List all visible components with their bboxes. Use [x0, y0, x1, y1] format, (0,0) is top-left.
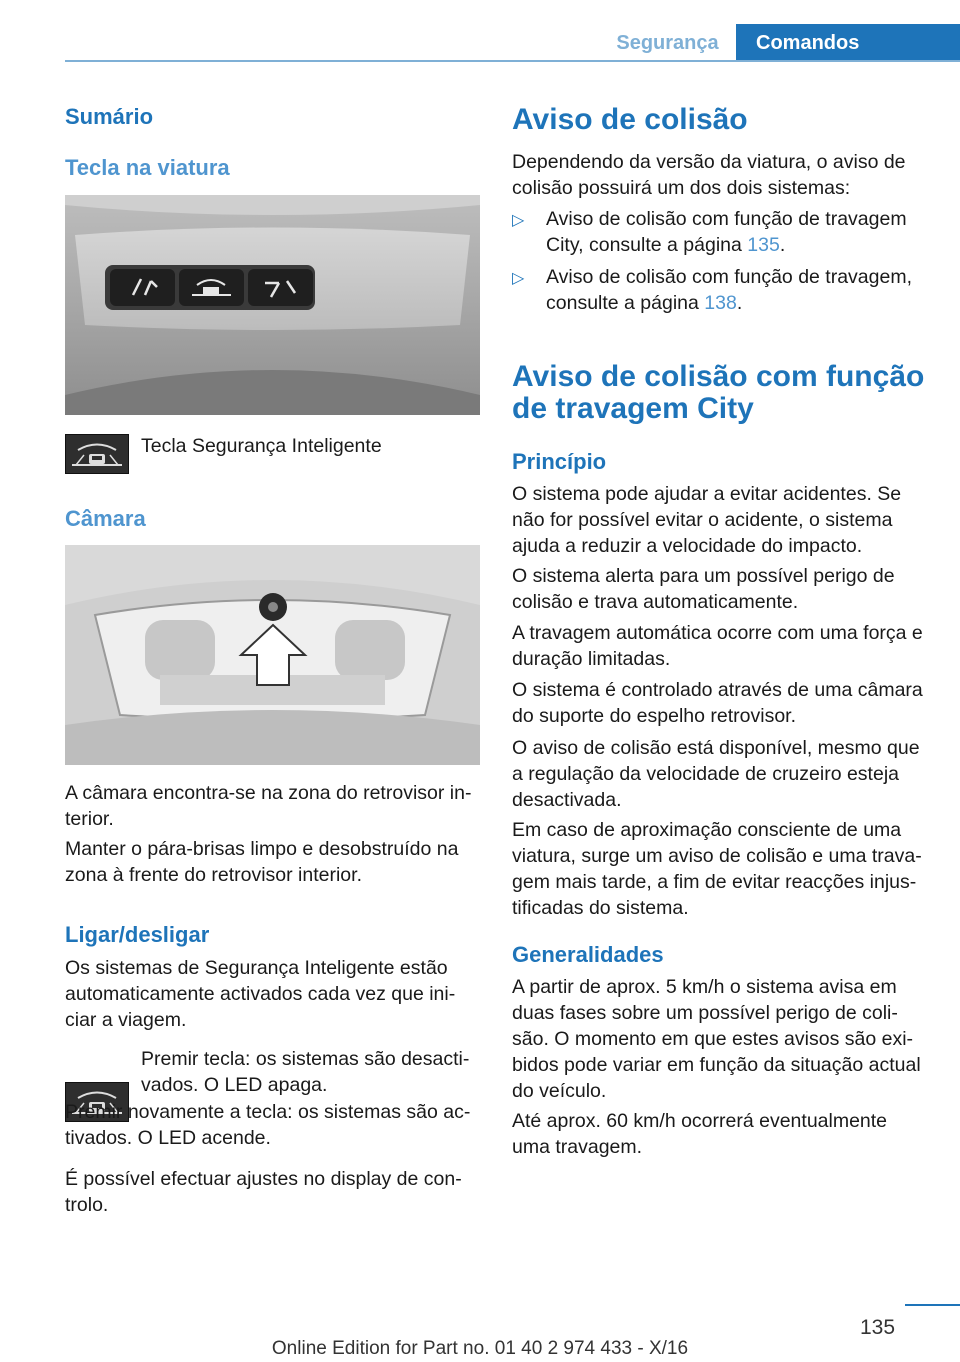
- bullet-2-end: .: [736, 292, 743, 314]
- principio-paragraph-1: O sistema pode ajudar a evitar acidentes. Se não for possível evitar o acidente, o sistema ajuda a reduzir a velocidade do impacto.: [512, 483, 902, 557]
- city-heading: Aviso de colisão com função de travagem City: [512, 360, 925, 425]
- page-number: 135: [860, 1316, 896, 1339]
- chapter-tab: Comandos: [736, 24, 960, 62]
- camera-photo: [65, 545, 480, 765]
- bullet-item-2: [546, 264, 930, 316]
- page-link-138[interactable]: 138: [704, 292, 737, 314]
- intelligent-safety-button-icon: [65, 434, 129, 474]
- header-rule: [65, 60, 960, 62]
- bullet-triangle-icon: ▷: [512, 212, 525, 229]
- sumario-heading: Sumário: [65, 104, 154, 129]
- generalidades-heading: Generalidades: [512, 942, 664, 967]
- footer-edition: Online Edition for Part no. 01 40 2 974 433 - X/16: [271, 1338, 689, 1359]
- camara-paragraph-1: A câmara encontra-se na zona do retrovisor in-terior.: [65, 782, 472, 830]
- section-tab: Segurança: [616, 32, 719, 54]
- principio-paragraph-4: O sistema é controlado através de uma câmara do suporte do espelho retrovisor.: [512, 679, 923, 727]
- aviso-paragraph: Dependendo da versão da viatura, o aviso de colisão possuirá um dos dois sistemas:: [512, 151, 906, 199]
- tecla-heading: Tecla na viatura: [65, 155, 230, 180]
- ligar-paragraph-2: Premir novamente a tecla: os sistemas são ac-tivados. O LED acende.: [65, 1101, 471, 1149]
- ligar-paragraph-1: Os sistemas de Segurança Inteligente estão automaticamente activados cada vez que ini-ciar a viagem.: [65, 957, 456, 1031]
- principio-paragraph-6: Em caso de aproximação consciente de uma viatura, surge um aviso de colisão e uma trava-gem mais tarde, a fim de evitar reacções injus-tificadas do sistema.: [512, 819, 922, 919]
- camara-heading: Câmara: [65, 506, 146, 531]
- generalidades-paragraph-1: A partir de aprox. 5 km/h o sistema avisa em duas fases sobre um possível perigo de coli-são. O momento em que estes avisos são exi-bidos pode variar em função da situação actual do veículo.: [512, 976, 921, 1102]
- ligar-paragraph-3: É possível efectuar ajustes no display de con-trolo.: [65, 1168, 462, 1216]
- principio-heading: Princípio: [512, 449, 607, 474]
- generalidades-paragraph-2: Até aprox. 60 km/h ocorrerá eventualmente uma travagem.: [512, 1110, 888, 1158]
- aviso-heading: Aviso de colisão: [512, 103, 748, 136]
- principio-paragraph-5: O aviso de colisão está disponível, mesmo que a regulação da velocidade de cruzeiro esteja desactivada.: [512, 737, 920, 811]
- ligar-heading: Ligar/desligar: [65, 922, 210, 947]
- button-panel-photo: [65, 195, 480, 415]
- footer-rule: [905, 1304, 960, 1306]
- icon-caption: Tecla Segurança Inteligente: [141, 435, 382, 457]
- camara-paragraph-2: Manter o pára-brisas limpo e desobstruído na zona à frente do retrovisor interior.: [65, 838, 459, 886]
- bullet-1-text: Aviso de colisão com função de travagem City, consulte a página: [546, 208, 907, 256]
- bullet-triangle-icon: ▷: [512, 270, 525, 287]
- bullet-item-1: [546, 206, 930, 258]
- principio-paragraph-2: O sistema alerta para um possível perigo de colisão e trava automaticamente.: [512, 565, 895, 613]
- ligar-icon-text: Premir tecla: os sistemas são desacti-vados. O LED apaga.: [141, 1048, 470, 1096]
- page-link-135[interactable]: 135: [747, 234, 780, 256]
- bullet-1-end: .: [779, 234, 786, 256]
- principio-paragraph-3: A travagem automática ocorre com uma força e duração limitadas.: [512, 622, 923, 670]
- bullet-2-text: Aviso de colisão com função de travagem, consulte a página: [546, 266, 913, 314]
- page-header: [0, 0, 960, 62]
